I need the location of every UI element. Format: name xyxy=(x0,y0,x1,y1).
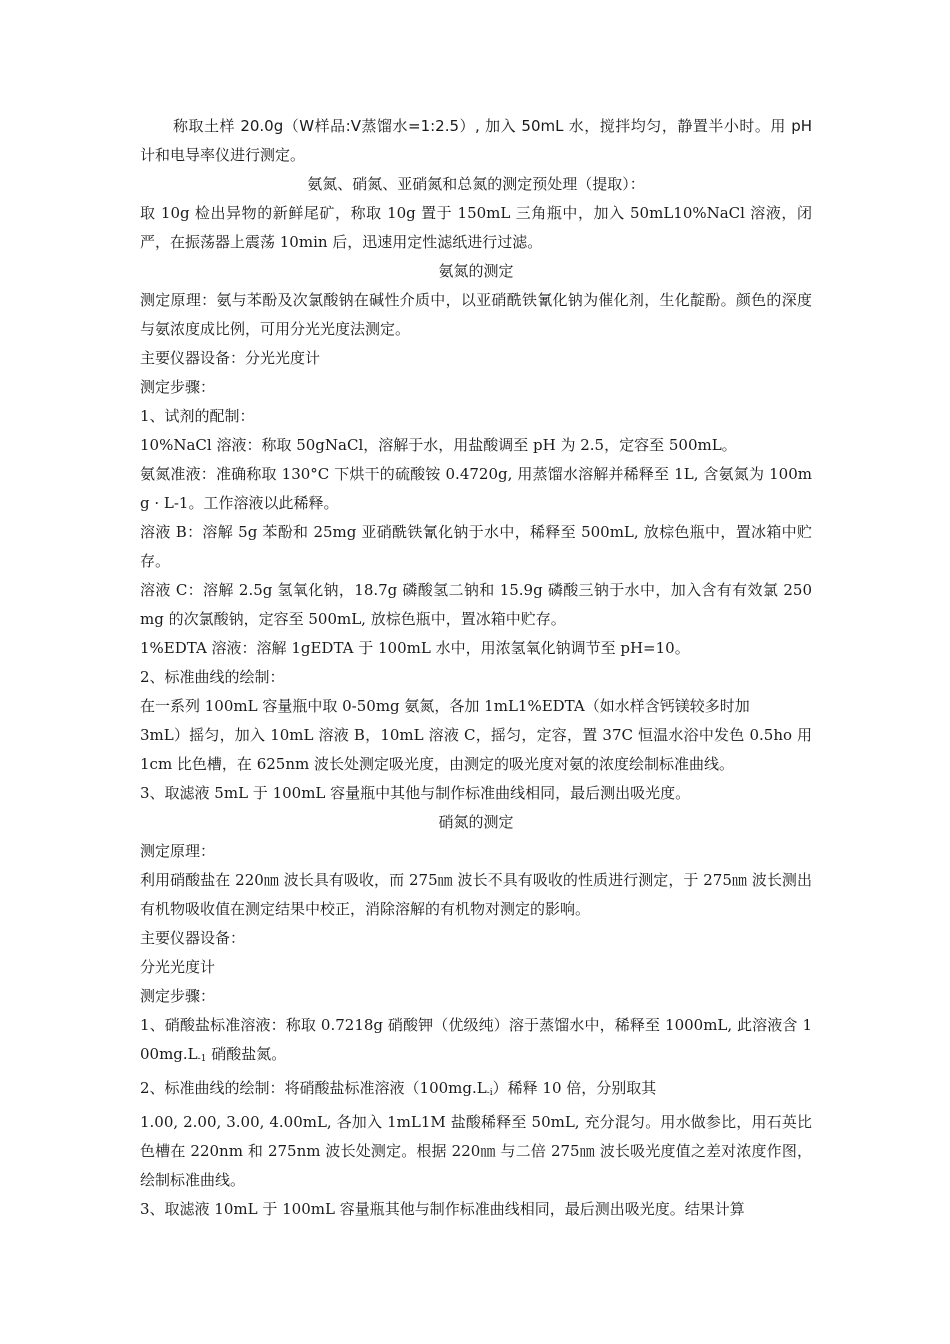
soil-sample-paragraph: 称取土样 20.0g（W样品:V蒸馏水=1:2.5）, 加入 50mL 水，搅拌均匀，静置半小时。用 pH 计和电导率仪进行测定。 xyxy=(140,117,812,164)
pretreatment-paragraph: 取 10g 检出异物的新鲜尾矿，称取 10g 置于 150mL 三角瓶中，加入 50mL10%NaCl 溶液，闭严，在振荡器上震荡 10min 后，迅速用定性滤纸进行过滤。 xyxy=(140,204,812,251)
nitrate-equipment: 分光光度计 xyxy=(140,958,216,976)
nitrate-steps-label: 测定步骤： xyxy=(140,987,216,1005)
solution-c: 溶液 C：溶解 2.5g 氢氧化钠，18.7g 磷酸氢二钠和 15.9g 磷酸三钠于水中，加入含有有效氯 250mg 的次氯酸钠，定容至 500mL, 放棕色瓶中，置冰箱中贮存。 xyxy=(140,581,812,628)
edta-solution: 1%EDTA 溶液：溶解 1gEDTA 于 100mL 水中，用浓氢氧化钠调节至 pH=10。 xyxy=(140,639,690,657)
nitrate-step-1 xyxy=(140,1011,812,1074)
nitrate-principle: 利用硝酸盐在 220㎚ 波长具有吸收，而 275㎚ 波长不具有吸收的性质进行测定，于 275㎚ 波长测出有机物吸收值在测定结果中校正，消除溶解的有机物对测定的影响。 xyxy=(140,871,812,918)
nacl-solution: 10%NaCl 溶液：称取 50gNaCl，溶解于水，用盐酸调至 pH 为 2.5，定容至 500mL。 xyxy=(140,436,737,454)
solution-b: 溶液 B：溶解 5g 苯酚和 25mg 亚硝酰铁氰化钠于水中，稀释至 500mL, 放棕色瓶中，置冰箱中贮存。 xyxy=(140,523,812,570)
ammonia-curve-line-2: 3mL）摇匀，加入 10mL 溶液 B，10mL 溶液 C，摇匀，定容，置 37C 恒温水浴中发色 0.5hο 用 1cm 比色槽，在 625nm 波长处测定吸光度，由测定的吸光度对氨的浓度绘制标准曲线。 xyxy=(140,726,812,773)
ammonia-step-1: 1、试剂的配制： xyxy=(140,407,255,425)
nitrate-step-2-unit-sub: -i xyxy=(486,1088,493,1098)
nitrate-step-2-text: 2、标准曲线的绘制：将硝酸盐标准溶液（100mg.L xyxy=(140,1079,487,1097)
pretreatment-heading: 氨氮、硝氮、亚硝氮和总氮的测定预处理（提取）： xyxy=(307,175,645,193)
nitrate-step-2-detail: 1.00, 2.00, 3.00, 4.00mL, 各加入 1mL1M 盐酸稀释至 50mL, 充分混匀。用水做参比，用石英比色槽在 220nm 和 275nm 波长处测定。根据 220㎚ 与二倍 275㎚ 波长吸光度值之差对浓度作图，绘制标准曲线。 xyxy=(140,1113,812,1189)
document-body xyxy=(140,112,812,1224)
ammonia-step-2: 2、标准曲线的绘制： xyxy=(140,668,285,686)
nitrate-step-3: 3、取滤液 10mL 于 100mL 容量瓶其他与制作标准曲线相同，最后测出吸光度。结果计算 xyxy=(140,1200,745,1218)
nitrate-step-1-unit-sub: -1 xyxy=(197,1054,207,1064)
ammonia-step-3: 3、取滤液 5mL 于 100mL 容量瓶中其他与制作标准曲线相同，最后测出吸光度。 xyxy=(140,784,691,802)
nitrate-principle-label: 测定原理： xyxy=(140,842,216,860)
ammonia-principle: 测定原理：氨与苯酚及次氯酸钠在碱性介质中，以亚硝酰铁氰化钠为催化剂，生化靛酚。颜色的深度与氨浓度成比例，可用分光光度法测定。 xyxy=(140,291,812,338)
ammonia-curve-line-1: 在一系列 100mL 容量瓶中取 0-50mg 氨氮，各加 1mL1%EDTA（如水样含钙镁较多时加 xyxy=(140,697,750,715)
ammonia-heading: 氨氮的测定 xyxy=(438,262,514,280)
nitrate-step-1-tail: 硝酸盐氮。 xyxy=(206,1045,287,1063)
nitrate-heading: 硝氮的测定 xyxy=(438,813,514,831)
ammonia-steps-label: 测定步骤： xyxy=(140,378,216,396)
nitrate-step-2-tail: ）稀释 10 倍，分别取其 xyxy=(492,1079,657,1097)
ammonia-standard-solution: 氨氮准液：准确称取 130°C 下烘干的硫酸铵 0.4720g, 用蒸馏水溶解并稀释至 1L, 含氨氮为 100mg · L-1。工作溶液以此稀释。 xyxy=(140,465,812,512)
nitrate-step-1-text: 1、硝酸盐标准溶液：称取 0.7218g 硝酸钾（优级纯）溶于蒸馏水中，稀释至 1000mL, 此溶液含 100mg.L xyxy=(140,1016,812,1063)
nitrate-step-2 xyxy=(140,1074,812,1108)
ammonia-equipment: 主要仪器设备：分光光度计 xyxy=(140,349,321,367)
nitrate-equipment-label: 主要仪器设备： xyxy=(140,929,246,947)
